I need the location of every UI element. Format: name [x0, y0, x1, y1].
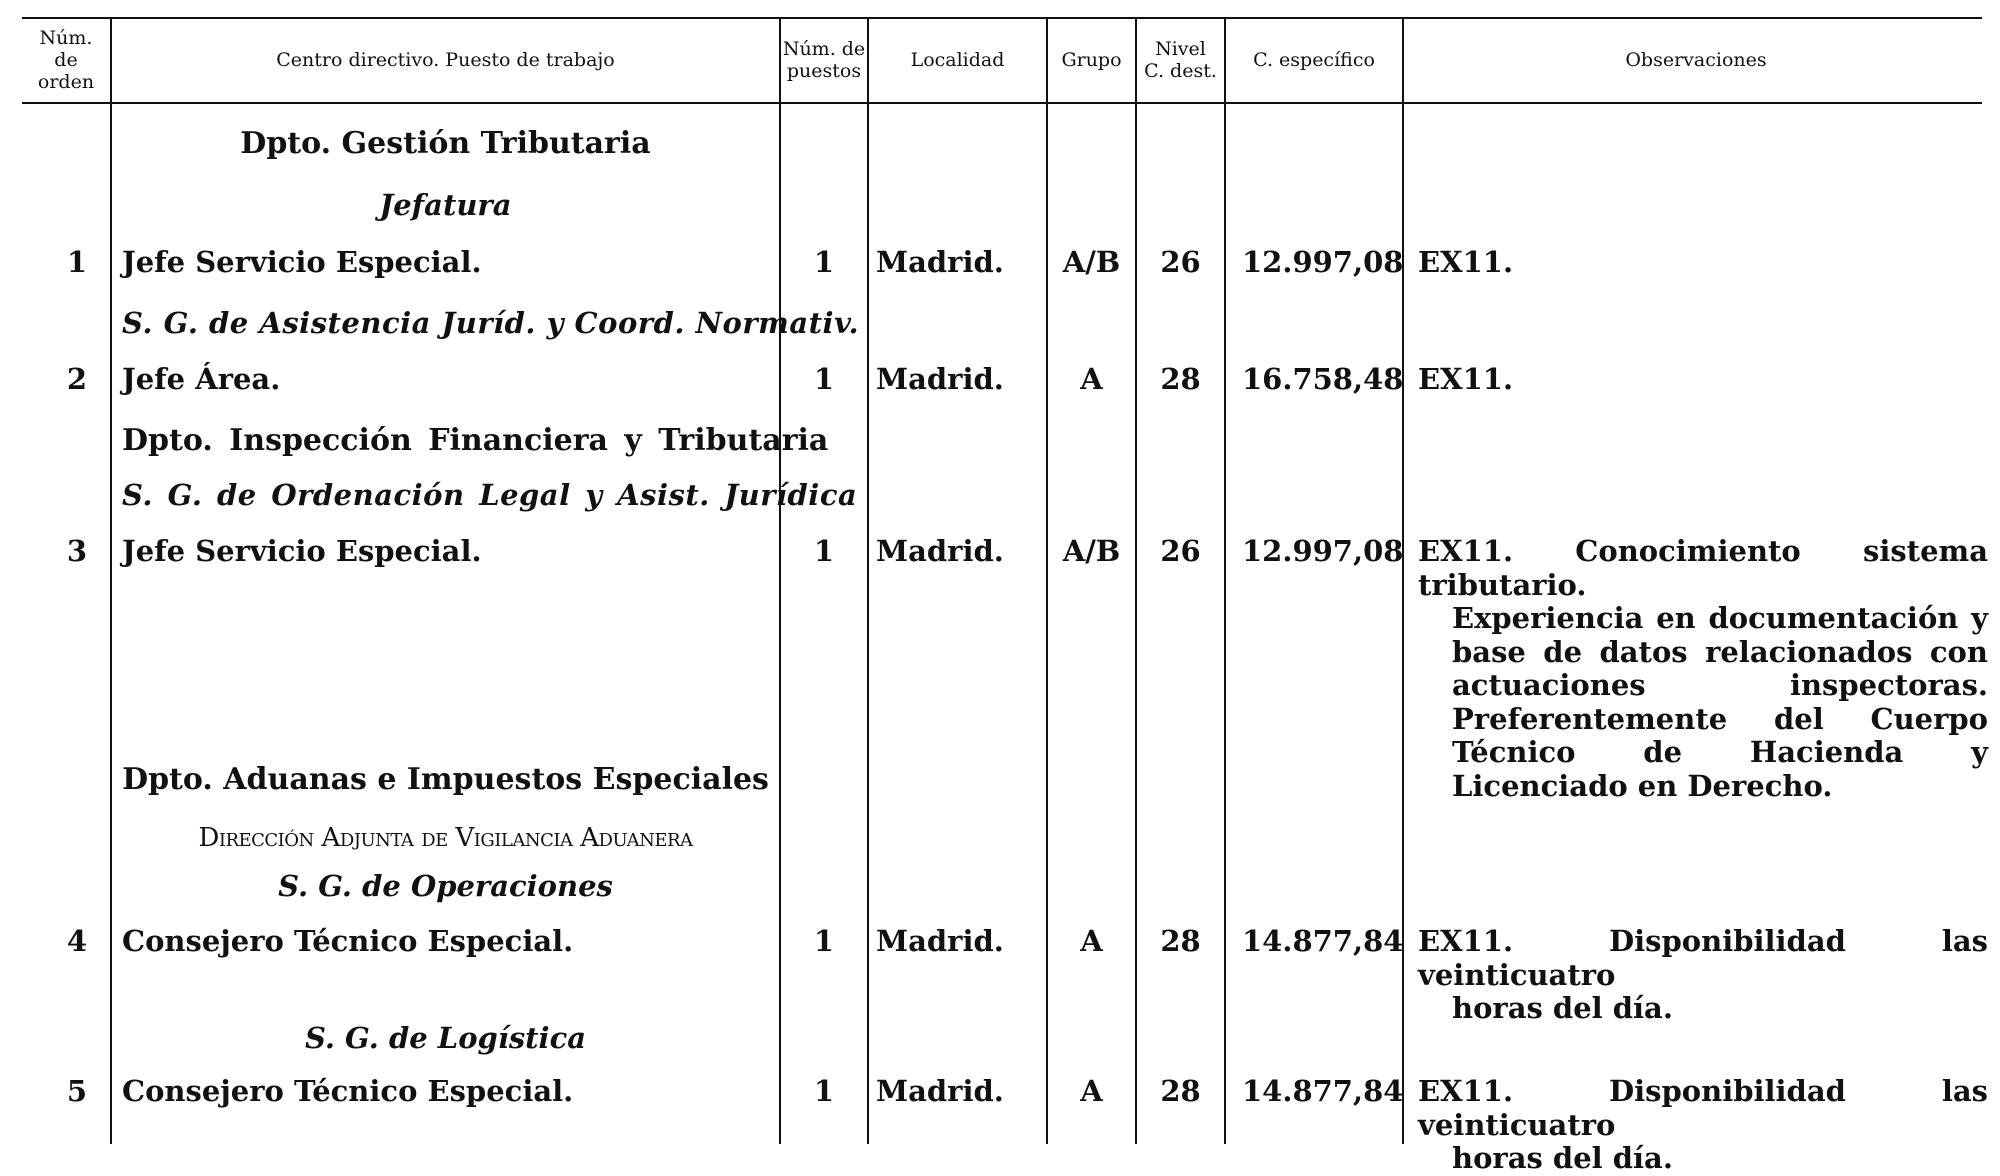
row-num-puestos: 1 [813, 245, 835, 279]
row-localidad: Madrid. [876, 362, 1004, 396]
header-nivel: Nivel C. dest. [1144, 38, 1217, 82]
row-especifico: 12.997,08 [1242, 534, 1404, 568]
row-nivel: 26 [1160, 245, 1201, 279]
row-observaciones: EX11. Disponibilidad las veinticuatro horas del día. [1418, 1074, 1988, 1175]
section-subheading: S. G. de Logística [304, 1021, 587, 1055]
header-localidad: Localidad [910, 49, 1005, 71]
row-especifico: 16.758,48 [1242, 362, 1404, 396]
row-num-puestos: 1 [813, 924, 835, 958]
row-observaciones: EX11. Conocimiento sistema tributario. Experiencia en documentación y base de datos relacionados con actuaciones inspectoras. Preferentemente del Cuerpo Técnico de Hacienda y Licenciado en Derecho. [1418, 534, 1988, 803]
section-subheading: Jefatura [379, 188, 512, 222]
header-num-orden: Núm. de orden [37, 27, 95, 93]
row-observaciones: EX11. [1418, 362, 1514, 396]
row-observaciones: EX11. Disponibilidad las veinticuatro horas del día. [1418, 924, 1988, 1025]
col-divider [1402, 18, 1404, 1144]
header-num-puestos: Núm. de puestos [782, 38, 866, 82]
col-divider [1224, 18, 1226, 1144]
header-grupo: Grupo [1061, 49, 1122, 71]
row-grupo: A/B [1062, 534, 1121, 568]
row-number: 1 [66, 245, 87, 279]
row-number: 2 [66, 362, 87, 396]
row-puesto: Consejero Técnico Especial. [122, 1074, 574, 1108]
row-grupo: A [1080, 924, 1103, 958]
section-heading: Dpto. Aduanas e Impuestos Especiales [122, 762, 769, 797]
row-grupo: A [1080, 1074, 1103, 1108]
row-nivel: 28 [1160, 1074, 1201, 1108]
row-number: 3 [66, 534, 87, 568]
row-number: 4 [66, 924, 87, 958]
header-centro: Centro directivo. Puesto de trabajo [276, 49, 615, 71]
row-nivel: 26 [1160, 534, 1201, 568]
section-subheading: S. G. de Operaciones [278, 869, 613, 903]
col-divider [779, 18, 781, 1144]
section-subheading: Dirección Adjunta de Vigilancia Aduanera [198, 823, 693, 853]
row-localidad: Madrid. [876, 924, 1004, 958]
section-subheading: S. G. de Asistencia Juríd. y Coord. Normativ. [122, 306, 860, 340]
row-puesto: Jefe Servicio Especial. [122, 534, 482, 568]
row-especifico: 14.877,84 [1242, 1074, 1404, 1108]
row-localidad: Madrid. [876, 534, 1004, 568]
header-especifico: C. específico [1253, 49, 1375, 71]
row-puesto: Consejero Técnico Especial. [122, 924, 574, 958]
col-divider [867, 18, 869, 1144]
row-observaciones: EX11. [1418, 245, 1514, 279]
row-puesto: Jefe Área. [122, 362, 281, 396]
row-grupo: A [1080, 362, 1103, 396]
row-num-puestos: 1 [813, 534, 835, 568]
row-num-puestos: 1 [813, 362, 835, 396]
section-heading: Dpto. Gestión Tributaria [240, 126, 651, 161]
row-number: 5 [66, 1074, 87, 1108]
row-grupo: A/B [1062, 245, 1121, 279]
col-divider [1046, 18, 1048, 1144]
section-heading: Dpto. Inspección Financiera y Tributaria [122, 423, 829, 458]
row-nivel: 28 [1160, 924, 1201, 958]
section-subheading: S. G. de Ordenación Legal y Asist. Jurídica [122, 478, 858, 512]
header-observaciones: Observaciones [1625, 49, 1767, 71]
row-especifico: 12.997,08 [1242, 245, 1404, 279]
row-nivel: 28 [1160, 362, 1201, 396]
row-localidad: Madrid. [876, 245, 1004, 279]
row-puesto: Jefe Servicio Especial. [122, 245, 482, 279]
header-rule [22, 102, 1982, 104]
col-divider [1135, 18, 1137, 1144]
row-localidad: Madrid. [876, 1074, 1004, 1108]
row-especifico: 14.877,84 [1242, 924, 1404, 958]
col-divider [110, 18, 112, 1144]
row-num-puestos: 1 [813, 1074, 835, 1108]
